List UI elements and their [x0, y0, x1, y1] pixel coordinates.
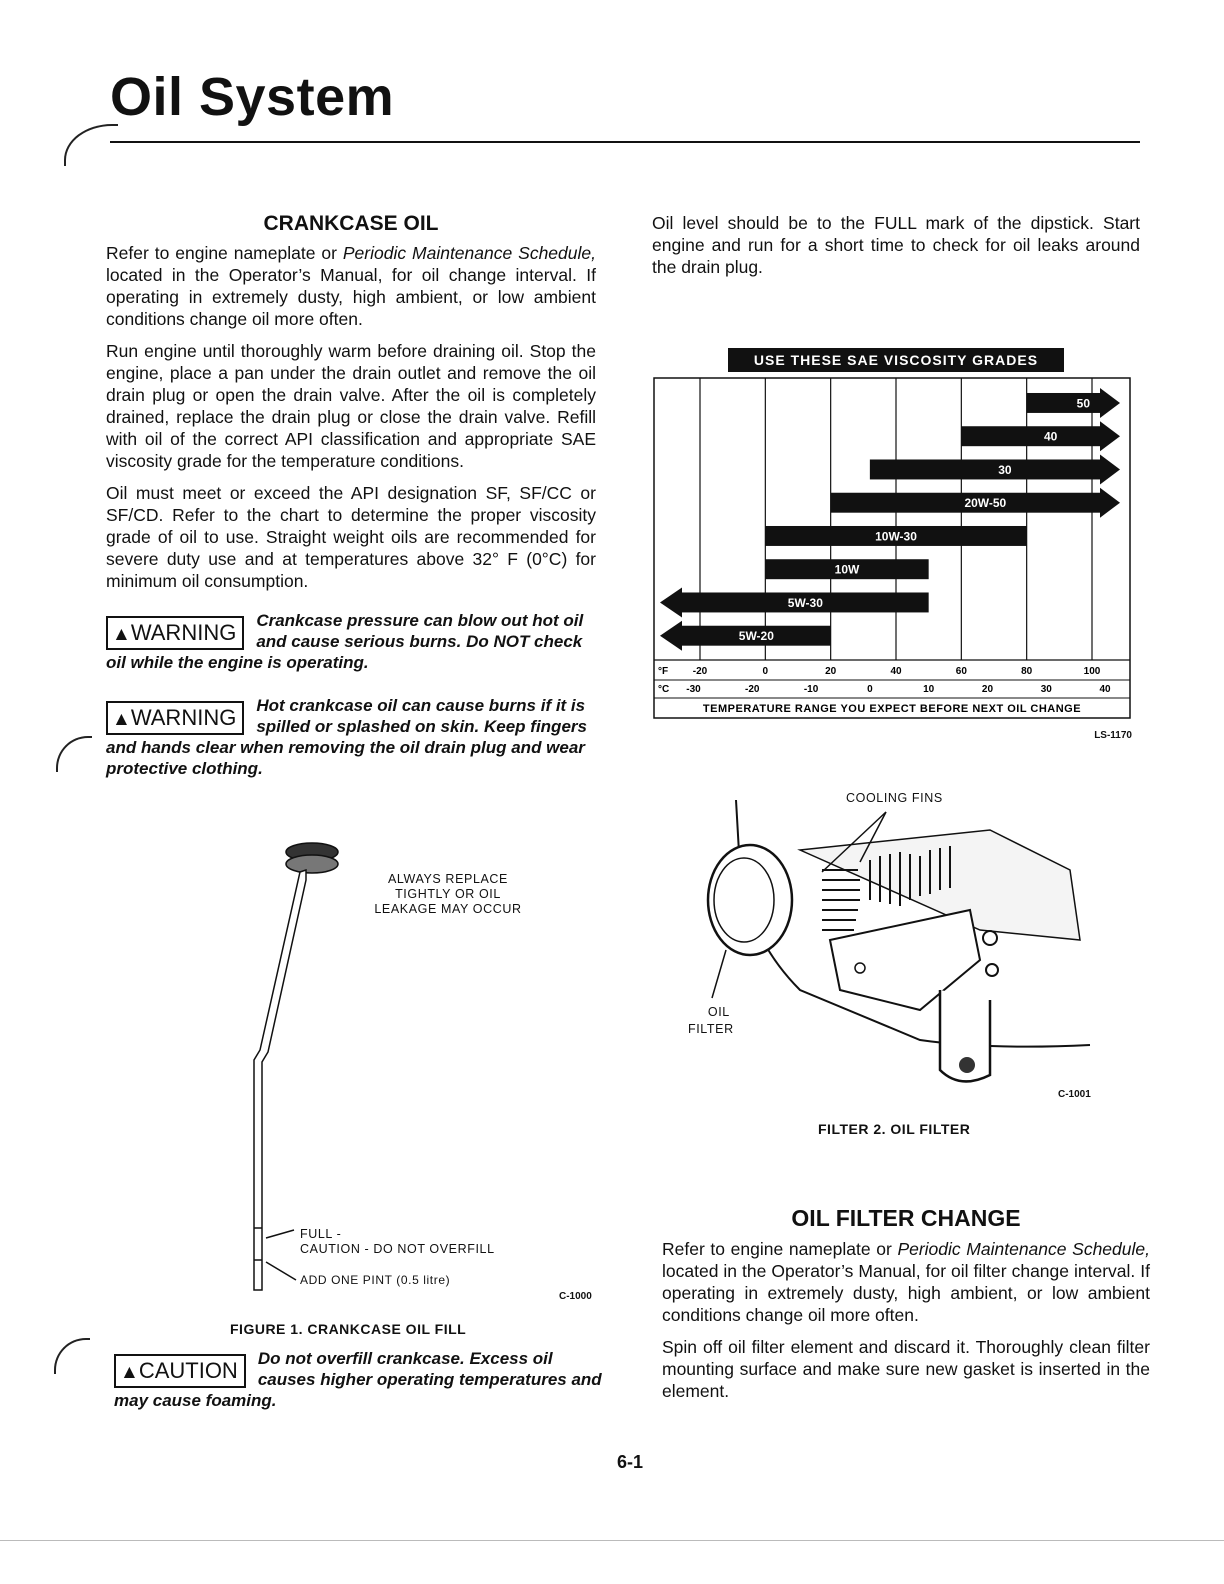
caution-notice — [114, 1348, 608, 1411]
warning-notice-2 — [106, 695, 596, 779]
f-tick-label: 20 — [825, 666, 837, 677]
crankcase-oil-heading: CRANKCASE OIL — [263, 212, 439, 235]
note-line: ALWAYS REPLACE — [387, 872, 508, 886]
oil-level-paragraph: Oil level should be to the FULL mark of the dipstick. Start engine and run for a short time to check for oil leaks around the drain plug. — [652, 213, 1140, 277]
right-column — [652, 212, 1140, 288]
figure2-code: C-1001 — [1058, 1089, 1091, 1100]
text-emphasis: Periodic Maintenance Schedule, — [897, 1239, 1150, 1259]
caution-label: CAUTION — [138, 1358, 238, 1383]
text-span: Refer to engine nameplate or — [106, 243, 343, 263]
leader-line — [266, 1230, 294, 1238]
grade-label: 40 — [1043, 429, 1058, 444]
text-emphasis: Periodic Maintenance Schedule, — [342, 243, 596, 263]
c-axis-label: °C — [658, 684, 670, 695]
c-tick-label: 20 — [981, 684, 994, 695]
title-rule — [110, 141, 1140, 143]
text-span: located in the Operator’s Manual, for oil filter change interval. If operating in extremely dusty, high ambient, or low ambient conditions change oil more often. — [662, 1261, 1150, 1325]
caution-text: Do not overfill crankcase. Excess oil causes higher operating temperatures and may cause foaming. — [114, 1349, 602, 1410]
c-tick-label: -10 — [803, 684, 819, 695]
oil-filter-label — [688, 1004, 734, 1038]
bolt — [986, 964, 998, 976]
oil-filter-change-heading: OIL FILTER CHANGE — [791, 1205, 1021, 1231]
grade-arrow-right — [1100, 488, 1120, 518]
warning-badge — [106, 616, 244, 650]
left-column — [106, 212, 596, 793]
oil-filter-canister — [708, 845, 792, 955]
crankcase-paragraph-2: Run engine until thoroughly warm before draining oil. Stop the engine, place a pan under the drain outlet and remove the oil drain plug or open the drain valve. After the oil is completely drained, replace the drain plug or close the drain valve. Refill with oil of the correct API classification and appropriate SAE viscosity grade for the temperature conditions. — [106, 341, 596, 471]
filter-paragraph-2: Spin off oil filter element and discard it. Thoroughly clean filter mounting surface and make sure new gasket is inserted in the element. — [662, 1337, 1150, 1401]
warning-text: Crankcase pressure can blow out hot oil and cause serious burns. Do NOT check oil while the engine is operating. — [106, 611, 584, 672]
corner-mark — [56, 736, 92, 772]
c-tick-label: 10 — [923, 684, 935, 695]
page-title: Oil System — [110, 67, 395, 127]
oil-filter-change-section — [662, 1205, 1150, 1412]
c-tick-label: 0 — [867, 684, 873, 695]
chart-code: LS-1170 — [1094, 730, 1132, 741]
figure1-code: C-1000 — [559, 1291, 592, 1302]
oil-filter-illustration — [690, 790, 1110, 1100]
note-line: LEAKAGE MAY OCCUR — [374, 902, 522, 916]
x-axis-title: TEMPERATURE RANGE YOU EXPECT BEFORE NEXT OIL CHANGE — [702, 703, 1082, 715]
grade-label: 10W — [834, 562, 860, 577]
warning-label: WARNING — [130, 620, 237, 645]
full-label — [300, 1227, 495, 1257]
filter-paragraph-1 — [662, 1238, 1150, 1326]
grade-arrow-left — [660, 587, 682, 617]
c-tick-label: 40 — [1099, 684, 1111, 695]
corner-mark — [64, 124, 118, 166]
c-tick-label: -30 — [686, 684, 701, 695]
crankcase-paragraph-1 — [106, 242, 596, 330]
figure1-caption: FIGURE 1. CRANKCASE OIL FILL — [230, 1321, 467, 1337]
corner-mark — [54, 1338, 90, 1374]
viscosity-chart-svg — [652, 348, 1132, 722]
full-label-line: FULL - — [300, 1227, 342, 1241]
grade-bar — [870, 459, 1100, 479]
warning-triangle-icon: ▲ — [112, 709, 131, 730]
f-tick-label: 80 — [1021, 666, 1033, 677]
warning-label: WARNING — [130, 705, 237, 730]
text-span: located in the Operator’s Manual, for oil change interval. If operating in extremely dusty, high ambient, or low ambient conditions change oil more often. — [106, 265, 596, 329]
cooling-fins-label: COOLING FINS — [846, 791, 943, 805]
c-tick-label: 30 — [1040, 684, 1052, 695]
grade-label: 50 — [1076, 396, 1091, 411]
drain-plug — [959, 1057, 975, 1073]
grade-arrow-right — [1100, 388, 1120, 418]
dipstick-cap-base — [286, 855, 338, 873]
caution-triangle-icon: ▲ — [120, 1362, 139, 1383]
warning-triangle-icon: ▲ — [112, 624, 131, 645]
oil-filter-label-line: FILTER — [688, 1022, 734, 1036]
figure2-caption: FILTER 2. OIL FILTER — [818, 1121, 971, 1137]
bottom-rule — [0, 1540, 1224, 1541]
grade-label: 5W-20 — [738, 629, 774, 644]
warning-notice-1 — [106, 610, 596, 673]
f-tick-label: -20 — [692, 666, 708, 677]
oil-filter-label-line: OIL — [707, 1005, 730, 1019]
bolt — [983, 931, 997, 945]
grade-bar — [961, 426, 1100, 446]
grade-arrow-left — [660, 621, 682, 651]
warning-text: Hot crankcase oil can cause burns if it is spilled or splashed on skin. Keep fingers and hands clear when removing the oil drain plug and wear protective clothing. — [106, 696, 587, 778]
grade-label: 20W-50 — [964, 496, 1007, 511]
page-number: 6-1 — [617, 1452, 644, 1472]
grade-arrow-right — [1100, 454, 1120, 484]
full-label-line: CAUTION - DO NOT OVERFILL — [300, 1242, 495, 1256]
add-pint-label: ADD ONE PINT (0.5 litre) — [300, 1273, 451, 1287]
grade-arrow-right — [1100, 421, 1120, 451]
crankcase-paragraph-3: Oil must meet or exceed the API designation SF, SF/CC or SF/CD. Refer to the chart to determine the proper viscosity grade of oil to use. Straight weight oils are recommended for severe duty use and at temperatures above 32° F (0°C) for minimum oil consumption. — [106, 483, 596, 591]
f-tick-label: 60 — [955, 666, 967, 677]
f-tick-label: 40 — [890, 666, 902, 677]
leader-line — [712, 950, 726, 998]
grade-label: 10W-30 — [875, 529, 917, 544]
c-tick-label: -20 — [745, 684, 760, 695]
warning-badge — [106, 701, 244, 735]
caution-badge — [114, 1354, 246, 1388]
grade-label: 30 — [998, 462, 1012, 477]
note-line: TIGHTLY OR OIL — [395, 887, 501, 901]
dipstick-rod — [254, 870, 306, 1290]
f-tick-label: 0 — [762, 666, 769, 677]
viscosity-chart — [652, 348, 1132, 722]
replace-note — [356, 872, 540, 917]
grade-label: 5W-30 — [787, 595, 823, 610]
f-tick-label: 100 — [1083, 666, 1101, 677]
chart-title: USE THESE SAE VISCOSITY GRADES — [728, 348, 1064, 372]
f-axis-label: °F — [658, 666, 669, 677]
text-span: Refer to engine nameplate or — [662, 1239, 898, 1259]
leader-line — [266, 1262, 296, 1280]
